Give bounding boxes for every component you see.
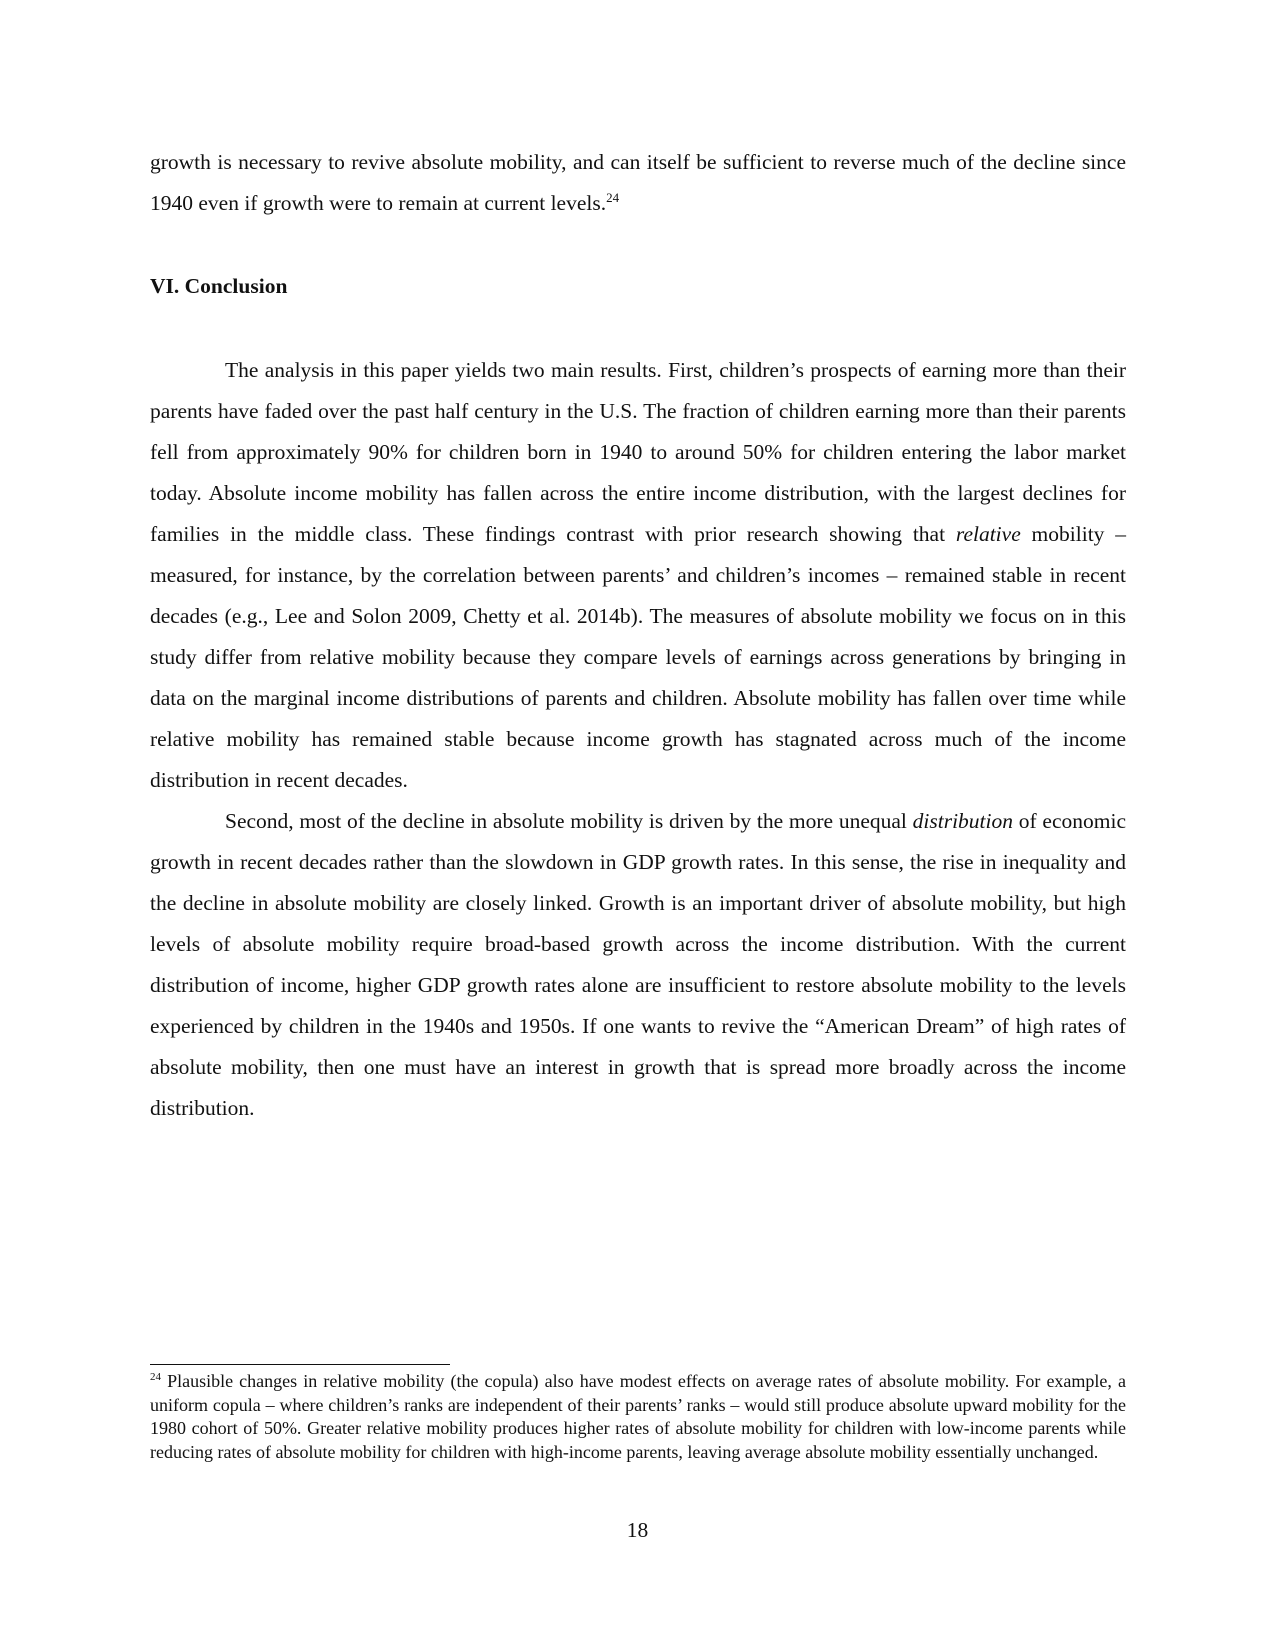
footnote-text: Plausible changes in relative mobility (the copula) also have modest effects on average rates of absolute mobility. For example, a uniform copula – where children’s ranks are independent of their parents’ ranks – would still produce absolute upward mobility for the 1980 cohort of 50%. Greater relative mobility produces higher rates of absolute mobility for children with low-income parents while reducing rates of absolute mobility for children with high-income parents, leaving average absolute mobility essentially unchanged. [150, 1371, 1126, 1462]
footnote-number: 24 [150, 1371, 161, 1383]
conclusion-paragraph-1 [150, 350, 1126, 801]
paragraph-1-text-b: mobility – measured, for instance, by the correlation between parents’ and children’s incomes – remained stable in recent decades (e.g., Lee and Solon 2009, Chetty et al. 2014b). The measures of absolute mobility we focus on in this study differ from relative mobility because they compare levels of earnings across generations by bringing in data on the marginal income distributions of parents and children. Absolute mobility has fallen over time while relative mobility has remained stable because income growth has stagnated across much of the income distribution in recent decades. [150, 522, 1126, 792]
page-number: 18 [626, 1518, 649, 1542]
paragraph-2-text-b: of economic growth in recent decades rather than the slowdown in GDP growth rates. In this sense, the rise in inequality and the decline in absolute mobility are closely linked. Growth is an important driver of absolute mobility, but high levels of absolute mobility require broad-based growth across the income distribution. With the current distribution of income, higher GDP growth rates alone are insufficient to restore absolute mobility to the levels experienced by children in the 1940s and 1950s. If one wants to revive the “American Dream” of high rates of absolute mobility, then one must have an interest in growth that is spread more broadly across the income distribution. [150, 809, 1126, 1120]
paragraph-2-text-a: Second, most of the decline in absolute mobility is driven by the more unequal [225, 809, 913, 833]
conclusion-body [150, 350, 1126, 1129]
footnote-divider [150, 1364, 450, 1365]
footnote-reference: 24 [606, 189, 620, 205]
continuation-text-line [150, 142, 1126, 224]
paragraph-2-emphasis: distribution [912, 809, 1014, 833]
footnote [150, 1370, 1126, 1464]
continuation-text: growth is necessary to revive absolute mobility, and can itself be sufficient to reverse much of the decline since 1940 even if growth were to remain at current levels. [150, 150, 1126, 215]
paragraph-1-emphasis: relative [955, 522, 1021, 546]
continuation-paragraph [150, 142, 1126, 224]
conclusion-paragraph-2 [150, 801, 1126, 1129]
paragraph-1-text-a: The analysis in this paper yields two main results. First, children’s prospects of earning more than their parents have faded over the past half century in the U.S. The fraction of children earning more than their parents fell from approximately 90% for children born in 1940 to around 50% for children entering the labor market today. Absolute income mobility has fallen across the entire income distribution, with the largest declines for families in the middle class. These findings contrast with prior research showing that [150, 358, 1126, 546]
section-heading: VI. Conclusion [150, 274, 288, 298]
